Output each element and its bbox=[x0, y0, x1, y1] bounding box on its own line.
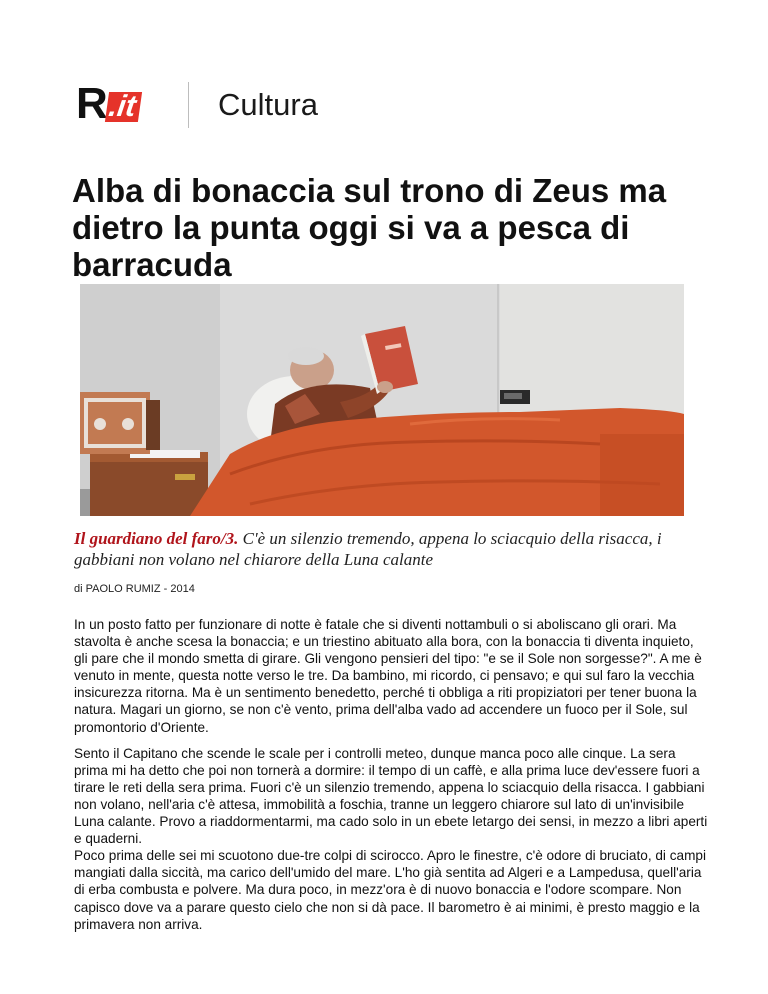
man-reading-in-bed-illustration bbox=[80, 284, 684, 516]
byline: di PAOLO RUMIZ - 2014 bbox=[74, 583, 195, 595]
logo-suffix: .it bbox=[105, 92, 142, 122]
site-header bbox=[76, 79, 376, 128]
caption-kicker: Il guardiano del faro/3. bbox=[74, 529, 239, 548]
section-title[interactable]: Cultura bbox=[218, 87, 318, 122]
paragraph-3: Poco prima delle sei mi scuotono due-tre colpi di scirocco. Apro le finestre, c'è odore di bruciato, di campi mangiati dalla siccità, ma carico dell'umido del mare. L'ho già sentita ad Algeri e a Lampedusa, quell'aria di erba combusta e polvere. Ma dura poco, in mezz'ora è di nuovo bonaccia e l'odore scompare. Non capisco dove va a parare questo cielo che non si dà pace. Il barometro è ai minimi, è presto maggio e la primavera non arriva. bbox=[74, 848, 706, 932]
header-divider bbox=[188, 82, 189, 128]
logo-letter: R bbox=[76, 79, 106, 128]
article-headline: Alba di bonaccia sul trono di Zeus ma dietro la punta oggi si va a pesca di barracuda bbox=[72, 172, 667, 283]
paragraph-1: In un posto fatto per funzionare di notte è fatale che si diventi nottambuli o si aboliscano gli orari. Ma stavolta è anche scesa la bonaccia; e un triestino abituato alla bora, con la bonaccia ti diventa inquieto, gli pare che il mondo smetta di girare. Gli vengono pensieri del tipo: "e se il Sole non sorgesse?". A me è venuto in mente, questa notte verso le tre. Da bambino, mi ricordo, ci pensavo; e qui sul faro la vecchia insicurezza ritorna. Ma è un sentimento benedetto, perché ti obbliga a riti propiziatori per tener buona la natura. Magari un giorno, se non c'è vento, prima dell'alba vado ad accendere un fuoco per il Sole, sul promontorio d'Oriente. bbox=[74, 617, 702, 735]
article-photo bbox=[80, 284, 684, 516]
paragraph-2: Sento il Capitano che scende le scale per i controlli meteo, dunque manca poco alle cinque. La sera prima mi ha detto che poi non tornerà a dormire: il tempo di un caffè, e alla prima luce dev'essere fuori a tirare le reti della sera prima. Fuori c'è un silenzio tremendo, appena lo sciacquio della risacca. I gabbiani non volano, nell'aria c'è attesa, immobilità a foschia, tranne un leggero chiarore sul lato di un'invisibile Luna calante. Provo a riaddormentarmi, ma cado solo in un ebete letargo dei sensi, in mezzo a libri aperti e quaderni. bbox=[74, 745, 708, 847]
caption-text: C'è un silenzio tremendo, appena lo sciacquio della risacca, i gabbiani non volano nel chiarore della Luna calante bbox=[74, 529, 662, 569]
photo-caption bbox=[74, 528, 714, 570]
article-body bbox=[74, 616, 710, 942]
repubblica-logo[interactable] bbox=[76, 79, 139, 128]
